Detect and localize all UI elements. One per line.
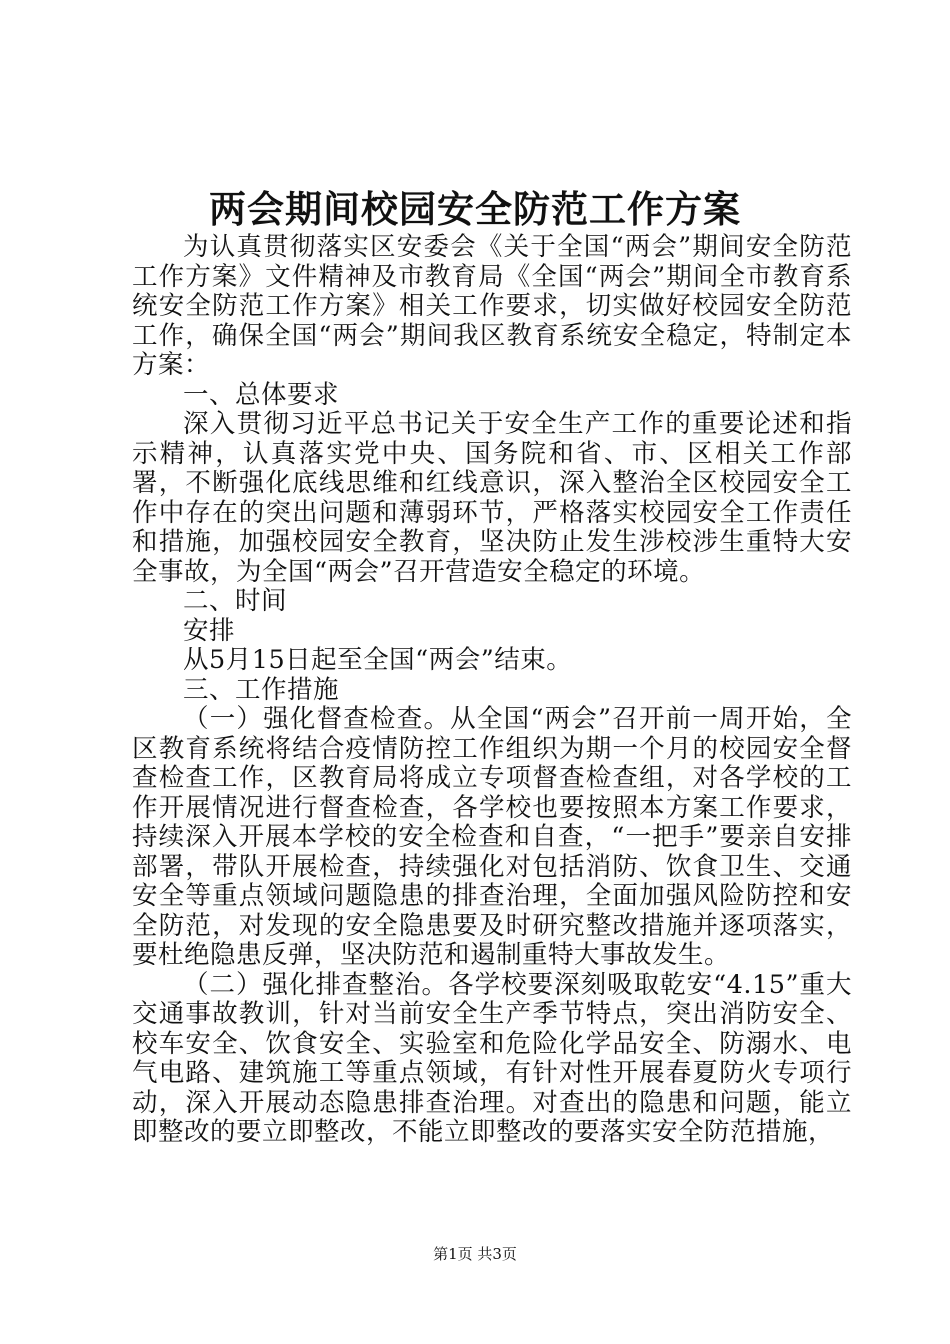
section-heading-time: 二、时间 bbox=[183, 586, 288, 616]
section-heading-measures: 三、工作措施 bbox=[183, 674, 340, 705]
intro-paragraph: 为认真贯彻落实区安委会《关于全国“两会”期间安全防范工作方案》文件精神及市教育局《全国“两会”期间全市教育系统安全防范工作方案》相关工作要求，切实做好校园安全防范工作，确保全国“两会”期间我区教育系统安全稳定，特制定本方案： bbox=[132, 232, 852, 380]
time-period-paragraph: 从5月15日起至全国“两会”结束。 bbox=[183, 645, 573, 675]
general-requirements-paragraph: 深入贯彻习近平总书记关于安全生产工作的重要论述和指示精神，认真落实党中央、国务院和省、市、区相关工作部署，不断强化底线思维和红线意识，深入整治全区校园安全工作中存在的突出问题和薄弱环节，严格落实校园安全工作责任和措施，加强校园安全教育，坚决防止发生涉校涉生重特大安全事故，为全国“两会”召开营造安全稳定的环境。 bbox=[132, 409, 852, 587]
page-number-footer: 第1页 共3页 bbox=[433, 1245, 517, 1263]
document-title: 两会期间校园安全防范工作方案 bbox=[209, 187, 741, 231]
section-heading-general-requirements: 一、总体要求 bbox=[183, 379, 340, 410]
document-body bbox=[132, 233, 852, 1148]
measure-1-paragraph: （一）强化督查检查。从全国“两会”召开前一周开始，全区教育系统将结合疫情防控工作组织为期一个月的校园安全督查检查工作，区教育局将成立专项督查检查组，对各学校的工作开展情况进行督查检查，各学校也要按照本方案工作要求，持续深入开展本学校的安全检查和自查，“一把手”要亲自安排部署，带队开展检查，持续强化对包括消防、饮食卫生、交通安全等重点领域问题隐患的排查治理，全面加强风险防控和安全防范，对发现的安全隐患要及时研究整改措施并逐项落实，要杜绝隐患反弹，坚决防范和遏制重特大事故发生。 bbox=[132, 704, 852, 970]
measure-2-paragraph: （二）强化排查整治。各学校要深刻吸取乾安“4.15”重大交通事故教训，针对当前安全生产季节特点，突出消防安全、校车安全、饮食安全、实验室和危险化学品安全、防溺水、电气电路、建筑施工等重点领域，有针对性开展春夏防火专项行动，深入开展动态隐患排查治理。对查出的隐患和问题，能立即整改的要立即整改，不能立即整改的要落实安全防范措施， bbox=[132, 969, 852, 1147]
time-arrangement-line: 安排 bbox=[183, 615, 236, 646]
